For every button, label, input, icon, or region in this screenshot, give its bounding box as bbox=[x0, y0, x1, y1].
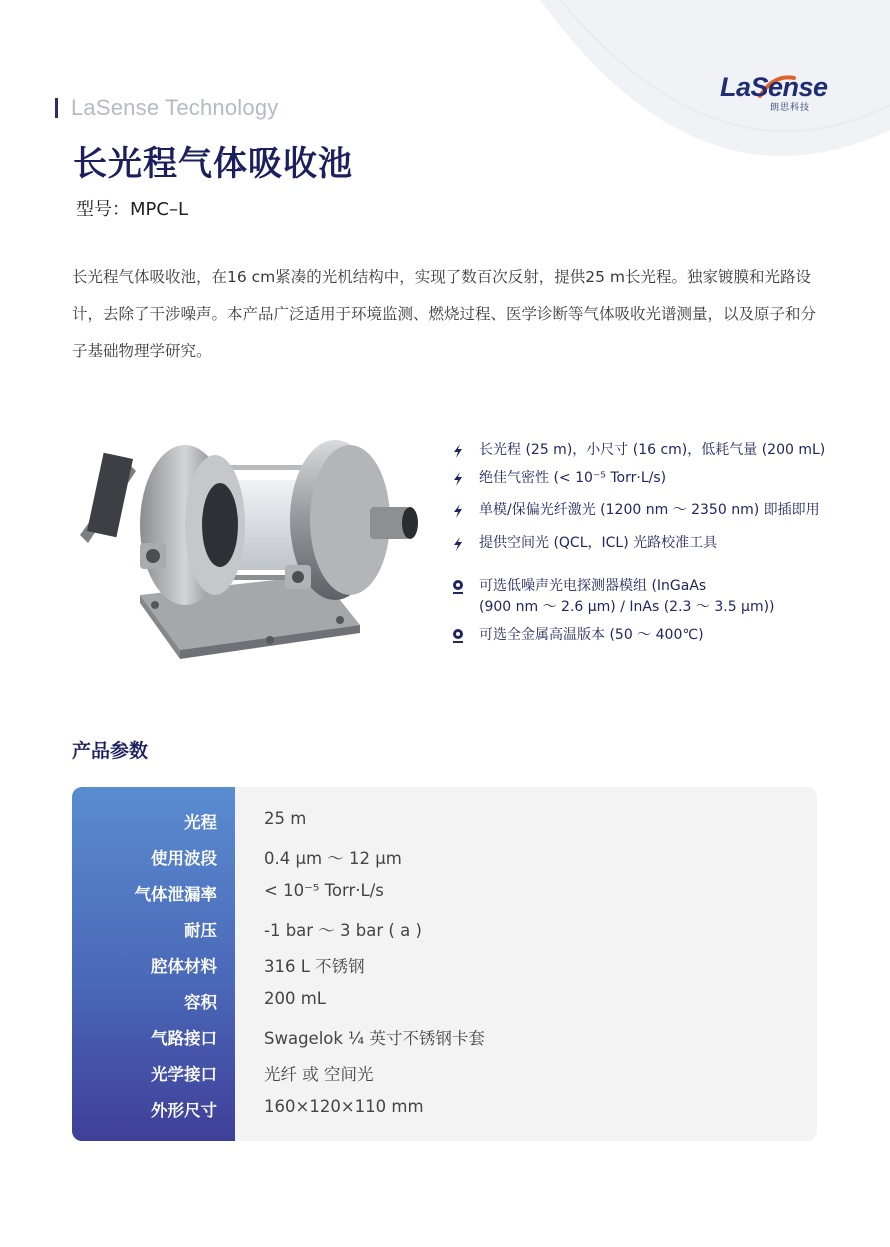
lightning-icon bbox=[450, 536, 466, 552]
page-title: 长光程气体吸收池 bbox=[73, 144, 353, 184]
param-value: -1 bar ～ 3 bar ( a ) bbox=[264, 921, 422, 940]
option-text-line1: 可选低噪声光电探测器模组 (InGaAs bbox=[479, 578, 707, 594]
gas-cell-product-image bbox=[70, 425, 420, 665]
model-number: 型号：MPC–L bbox=[76, 199, 188, 220]
param-label: 光程 bbox=[184, 813, 217, 832]
param-value: 316 L 不锈钢 bbox=[264, 957, 365, 976]
company-logo bbox=[720, 72, 836, 114]
params-table bbox=[72, 787, 817, 1141]
table-row bbox=[72, 1089, 817, 1125]
params-section-title: 产品参数 bbox=[72, 740, 149, 762]
brand-accent-bar bbox=[55, 98, 58, 118]
param-value: 0.4 μm ～ 12 μm bbox=[264, 849, 402, 868]
option-text-line2: (900 nm ～ 2.6 μm) / InAs (2.3 ～ 3.5 μm)) bbox=[479, 599, 775, 615]
intro-paragraph: 长光程气体吸收池，在16 cm紧凑的光机结构中，实现了数百次反射，提供25 m长光程。独家镀膜和光路设计，去除了干涉噪声。本产品广泛适用于环境监测、燃烧过程、医学诊断等气体吸收光谱测量，以及原子和分子基础物理学研究。 bbox=[72, 268, 817, 360]
param-label: 气体泄漏率 bbox=[134, 885, 217, 904]
param-label: 光学接口 bbox=[151, 1065, 217, 1084]
option-text-line1: 可选全金属高温版本 (50 ～ 400℃) bbox=[479, 627, 704, 643]
table-row bbox=[72, 945, 817, 981]
param-label: 外形尺寸 bbox=[151, 1101, 217, 1120]
param-value: 光纤 或 空间光 bbox=[264, 1065, 374, 1084]
table-row bbox=[72, 1017, 817, 1053]
param-value: < 10⁻⁵ Torr·L/s bbox=[264, 881, 384, 900]
table-row bbox=[72, 837, 817, 873]
param-value: 25 m bbox=[264, 809, 307, 828]
brand-name: LaSense Technology bbox=[71, 95, 279, 120]
table-row bbox=[72, 981, 817, 1017]
param-label: 使用波段 bbox=[151, 849, 217, 868]
table-row bbox=[72, 1053, 817, 1089]
lightning-icon bbox=[450, 503, 466, 519]
param-value: Swagelok ¼ 英寸不锈钢卡套 bbox=[264, 1029, 485, 1048]
param-label: 容积 bbox=[184, 993, 217, 1012]
table-row bbox=[72, 909, 817, 945]
param-label: 气路接口 bbox=[151, 1029, 217, 1048]
lightning-icon bbox=[450, 471, 466, 487]
table-row bbox=[72, 801, 817, 837]
pin-icon bbox=[450, 579, 466, 595]
table-row bbox=[72, 873, 817, 909]
feature-text: 提供空间光 (QCL，ICL) 光路校准工具 bbox=[479, 535, 718, 551]
param-label: 腔体材料 bbox=[151, 957, 217, 976]
param-label: 耐压 bbox=[184, 921, 217, 940]
pin-icon bbox=[450, 628, 466, 644]
param-value: 160×120×110 mm bbox=[264, 1097, 424, 1116]
lightning-icon bbox=[450, 443, 466, 459]
feature-text: 单模/保偏光纤激光 (1200 nm ～ 2350 nm) 即插即用 bbox=[479, 502, 820, 518]
feature-text: 长光程 (25 m)，小尺寸 (16 cm)，低耗气量 (200 mL) bbox=[479, 442, 826, 458]
feature-text: 绝佳气密性 (< 10⁻⁵ Torr·L/s) bbox=[479, 470, 667, 486]
logo-wordmark: LaSense bbox=[720, 72, 828, 102]
logo-chinese-name: 朗思科技 bbox=[770, 103, 811, 113]
param-value: 200 mL bbox=[264, 989, 327, 1008]
